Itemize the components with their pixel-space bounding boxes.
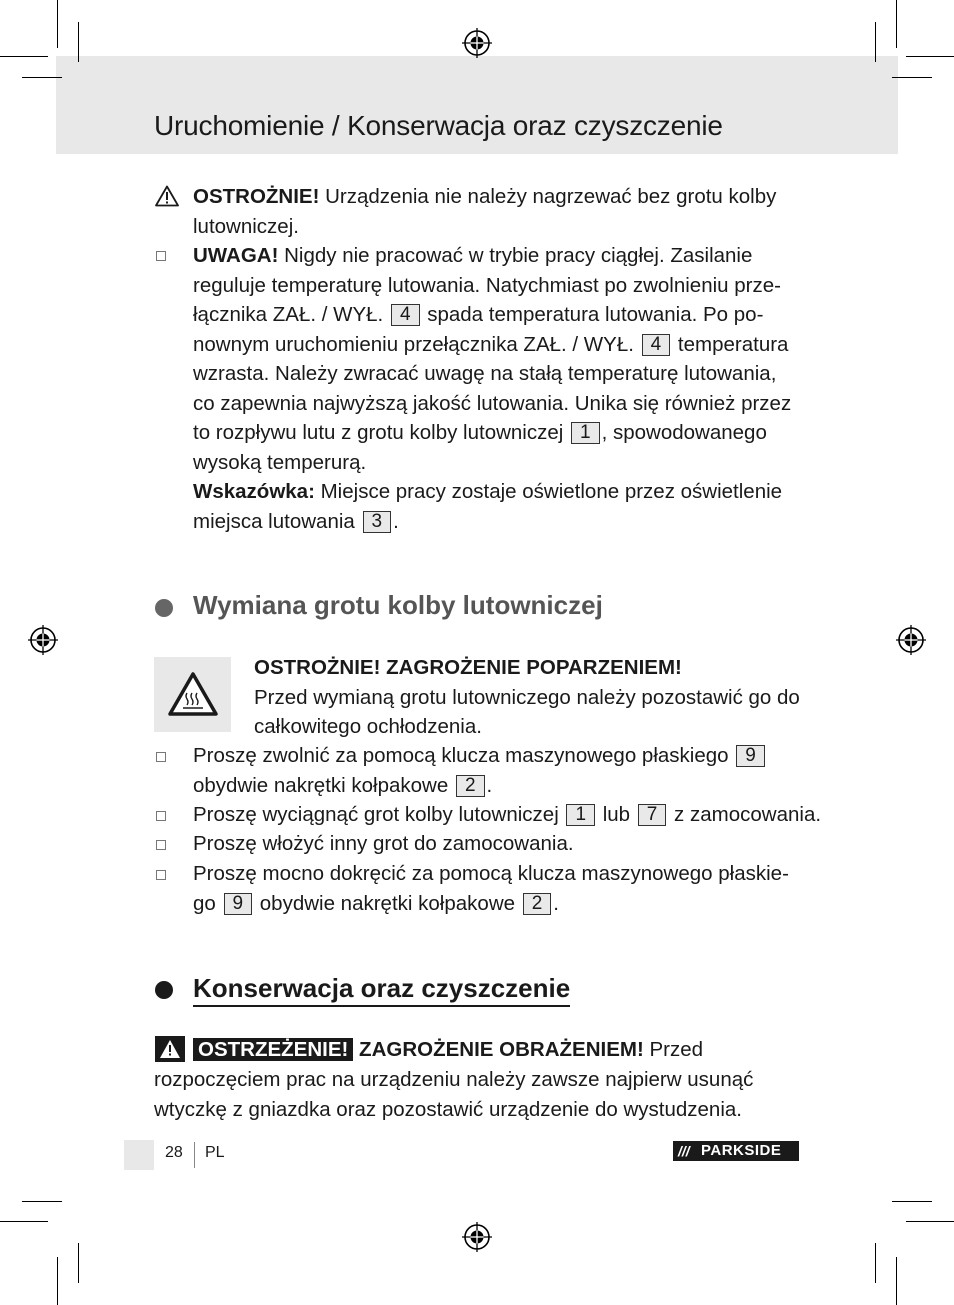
burn-warning-text: Przed wymianą grotu lutowniczego należy pozostawić go do całkowitego ochłodzenia. <box>254 685 800 738</box>
crop-mark <box>892 77 932 78</box>
note-paragraph <box>193 241 803 536</box>
checkbox-bullet-icon <box>156 840 166 850</box>
burn-warning-block <box>254 653 804 742</box>
crop-mark <box>78 1243 79 1283</box>
ref-light: 3 <box>363 511 392 533</box>
crop-mark <box>896 1257 897 1305</box>
crop-mark <box>57 0 58 48</box>
section-heading-maintenance: Konserwacja oraz czyszczenie <box>193 973 570 1007</box>
checkbox-bullet-icon <box>156 752 166 762</box>
caution-label: OSTROŻNIE! <box>193 185 320 208</box>
step-4-text-c: . <box>553 891 559 915</box>
checkbox-bullet-icon <box>156 811 166 821</box>
checkbox-bullet-icon <box>156 870 166 880</box>
crop-mark <box>906 56 954 57</box>
brand-name: PARKSIDE <box>701 1142 782 1159</box>
hint-end: . <box>393 509 399 533</box>
section-bullet-icon <box>155 599 173 617</box>
step-3 <box>193 829 803 859</box>
ref-wrench: 9 <box>224 893 253 915</box>
step-2-text-b: lub <box>597 803 636 826</box>
note-text-2: spada temperatura lutowania. Po po- nownym uruchomieniu przełącznika ZAŁ. / WYŁ. <box>193 303 764 356</box>
page-number: 28 <box>165 1144 183 1161</box>
crop-mark <box>57 1257 58 1305</box>
caution-text: Urządzenia nie należy nagrzewać bez grotu kolby lutowniczej. <box>193 185 777 238</box>
crop-mark <box>896 0 897 48</box>
step-2-text-a: Proszę wyciągnąć grot kolby lutowniczej <box>193 803 565 826</box>
step-2-text-c: z zamocowania. <box>668 803 822 826</box>
footer-tab <box>124 1140 154 1170</box>
crop-mark <box>78 22 79 62</box>
step-4 <box>193 859 803 918</box>
crop-mark <box>22 77 62 78</box>
caution-paragraph <box>193 182 803 241</box>
page-title: Uruchomienie / Konserwacja oraz czyszczenie <box>154 110 723 141</box>
ref-nut: 2 <box>456 775 485 797</box>
step-3-text: Proszę włożyć inny grot do zamocowania. <box>193 832 574 855</box>
crop-mark <box>892 1201 932 1202</box>
injury-text-1: Przed <box>643 1038 704 1061</box>
step-4-text-b: obydwie nakrętki kołpakowe <box>254 891 521 915</box>
warning-triangle-icon <box>159 1039 181 1059</box>
ref-switch: 4 <box>391 304 420 326</box>
step-4-text-a: Proszę mocno dokręcić za pomocą klucza maszynowego płaskie- go <box>193 862 789 915</box>
parkside-logo <box>673 1141 799 1161</box>
checkbox-bullet-icon <box>156 251 166 261</box>
language-code: PL <box>205 1144 225 1161</box>
injury-text-2: rozpoczęciem prac na urządzeniu należy zawsze najpierw usunąć wtyczkę z gniazdka oraz pozostawić urządzenie do wystudzenia. <box>154 1068 754 1121</box>
note-label: UWAGA! <box>193 244 279 267</box>
footer-divider <box>194 1142 195 1168</box>
ref-tip: 1 <box>566 804 595 826</box>
ref-tip-alt: 7 <box>638 804 667 826</box>
ref-nut: 2 <box>523 893 552 915</box>
ref-switch: 4 <box>642 334 671 356</box>
injury-danger-label: ZAGROŻENIE OBRAŻENIEM! <box>359 1038 644 1061</box>
registration-mark-icon <box>28 625 58 655</box>
injury-warning-line <box>193 1035 813 1065</box>
note-text-4: , spowodowanego wysoką temperurą. <box>193 421 767 474</box>
step-1-text-a: Proszę zwolnić za pomocą klucza maszynowego płaskiego <box>193 744 735 767</box>
crop-mark <box>0 56 48 57</box>
crop-mark <box>875 1243 876 1283</box>
crop-mark <box>22 1201 62 1202</box>
crop-mark <box>906 1221 954 1222</box>
crop-mark <box>875 22 876 62</box>
logo-slashes-icon: /// <box>678 1143 690 1159</box>
burn-warning-title: OSTROŻNIE! ZAGROŻENIE POPARZENIEM! <box>254 656 682 679</box>
warning-badge-box <box>155 1036 185 1062</box>
section-heading-tip-exchange: Wymiana grotu kolby lutowniczej <box>193 590 603 620</box>
section-bullet-icon <box>155 981 173 999</box>
step-1 <box>193 741 803 800</box>
registration-mark-icon <box>896 625 926 655</box>
hot-surface-sign <box>154 657 231 732</box>
crop-mark <box>0 1221 48 1222</box>
step-1-text-c: . <box>486 773 493 797</box>
step-2 <box>193 800 833 830</box>
warning-badge-label: OSTRZEŻENIE! <box>193 1038 353 1061</box>
hot-surface-warning-icon <box>167 671 219 717</box>
step-1-text-b: obydwie nakrętki kołpakowe <box>193 773 454 797</box>
note-text-3: temperatura wzrasta. Należy zwracać uwagę na stałą temperaturę lutowania, co zapewnia najwyższą jakość lutowania. Unika się również przez to rozpływu lutu z grotu kolby lutowniczej <box>193 332 792 444</box>
registration-mark-icon <box>462 28 492 58</box>
registration-mark-icon <box>462 1222 492 1252</box>
hint-label: Wskazówka: <box>193 480 315 503</box>
hint-text: Miejsce pracy zostaje oświetlone przez oświetlenie miejsca lutowania <box>193 480 783 533</box>
ref-wrench: 9 <box>736 745 765 767</box>
note-text-1: Nigdy nie pracować w trybie pracy ciągłej. Zasilanie reguluje temperaturę lutowania. Natychmiast po zwolnieniu prze- łącznika ZAŁ. / WYŁ. <box>193 244 781 326</box>
warning-triangle-icon <box>155 185 179 207</box>
ref-tip: 1 <box>571 422 600 444</box>
